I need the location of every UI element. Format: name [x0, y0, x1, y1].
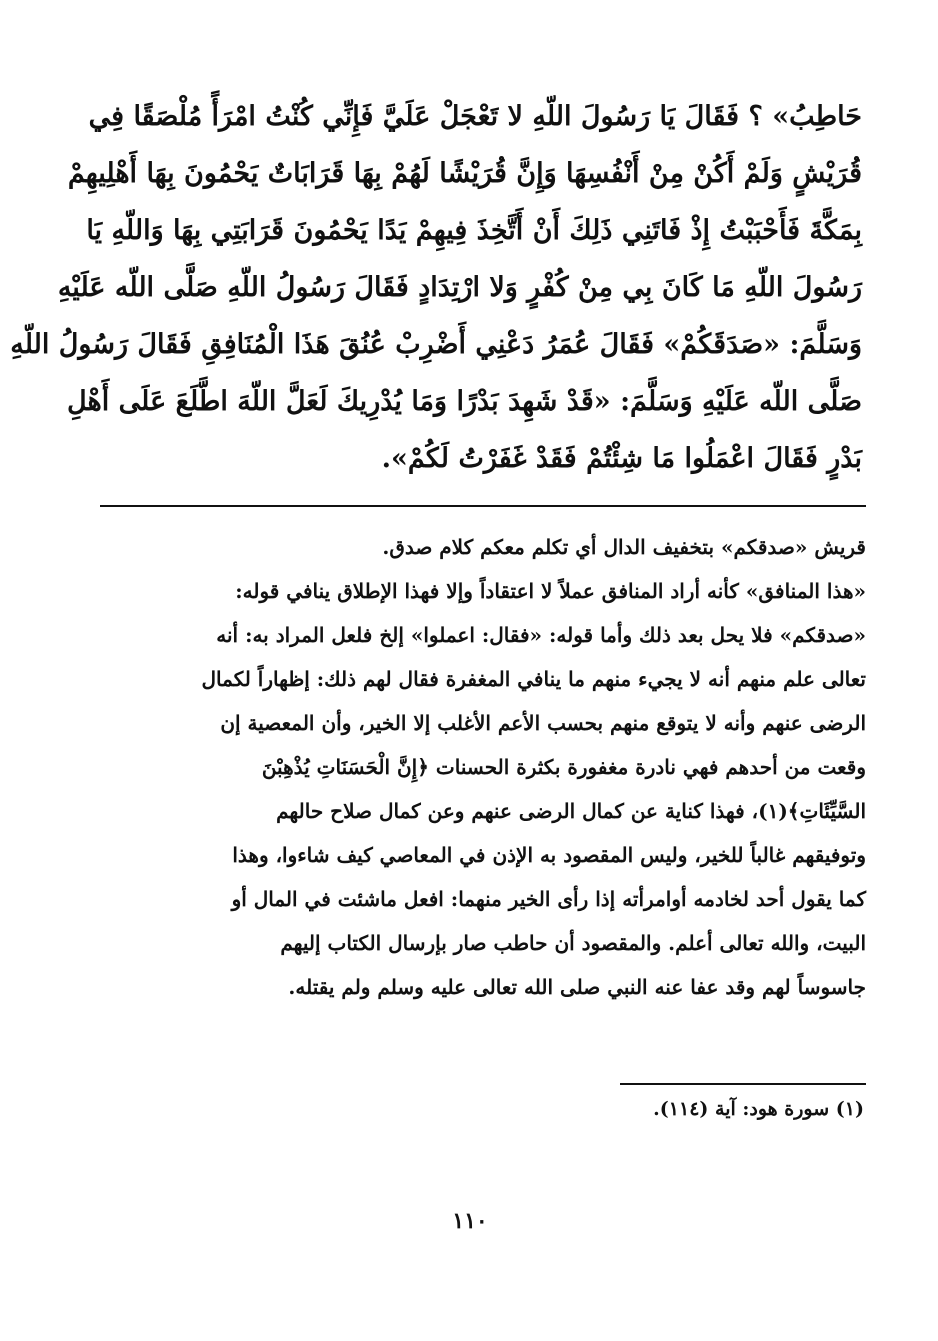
note-line: وتوفيقهم غالباً للخير، وليس المقصود به الإذن في المعاصي كيف شاءوا، وهذا: [232, 843, 866, 867]
main-line: بَدْرٍ فَقَالَ اعْمَلُوا مَا شِئْتُمْ فَقَدْ غَفَرْتُ لَكُمْ».: [381, 443, 862, 474]
page-number: ١١٠: [452, 1208, 488, 1234]
main-line: قُرَيْشٍ وَلَمْ أَكُنْ مِنْ أَنْفُسِهَا وَإِنَّ قُرَيْشًا لَهُمْ بِهَا قَرَابَاتٌ يَحْمُونَ بِهَا أَهْلِيهِمْ: [67, 158, 862, 189]
main-text: [10, 88, 862, 487]
note-line: كما يقول أحد لخادمه أوامرأته إذا رأى الخير منهما: افعل ماشئت في المال أو: [231, 887, 866, 911]
note-line: جاسوساً لهم وقد عفا عنه النبي صلى الله تعالى عليه وسلم ولم يقتله.: [288, 975, 866, 999]
footnote-divider: [620, 1083, 866, 1085]
footnote: (١) سورة هود: آية (١١٤).: [653, 1098, 864, 1120]
commentary-notes: [98, 525, 866, 1009]
note-line: الرضى عنهم وأنه لا يتوقع منهم بحسب الأعم الأغلب إلا الخير، وأن المعصية إن: [220, 711, 866, 735]
note-line: البيت، والله تعالى أعلم. والمقصود أن حاطب صار بإرسال الكتاب إليهم: [280, 931, 866, 955]
main-line: رَسُولَ اللّهِ مَا كَانَ بِي مِنْ كُفْرٍ وَلا ارْتِدَادٍ فَقَالَ رَسُولُ اللّهِ صَلَّى اللّه عَلَيْهِ: [57, 272, 862, 303]
note-line: قريش «صدقكم» بتخفيف الدال أي تكلم معكم كلام صدق.: [382, 535, 866, 559]
notes-divider: [100, 505, 866, 507]
main-line: وَسَلَّمَ: «صَدَقَكُمْ» فَقَالَ عُمَرُ دَعْنِي أَضْرِبْ عُنُقَ هَذَا الْمُنَافِقِ فَقَالَ رَسُولُ اللّهِ: [10, 329, 862, 360]
note-line: «صدقكم» فلا يحل بعد ذلك وأما قوله: «فقال: اعملوا» إلخ فلعل المراد به: أنه: [216, 623, 866, 647]
note-line: السَّيِّئَاتِ﴾(١)، فهذا كناية عن كمال الرضى عنهم وعن كمال صلاح حالهم: [276, 799, 866, 823]
note-line: وقعت من أحدهم فهي نادرة مغفورة بكثرة الحسنات ﴿إِنَّ الْحَسَنَاتِ يُذْهِبْنَ: [261, 755, 866, 779]
note-line: تعالى علم منهم أنه لا يجيء منهم ما ينافي المغفرة فقال لهم ذلك: إظهاراً لكمال: [201, 667, 866, 691]
main-line: صَلَّى اللّه عَلَيْهِ وَسَلَّمَ: «قَدْ شَهِدَ بَدْرًا وَمَا يُدْرِيكَ لَعَلَّ اللّهَ اطَّلَعَ عَلَى أَهْلِ: [67, 386, 862, 417]
main-line: بِمَكَّةَ فَأَحْبَبْتُ إِذْ فَاتَنِي ذَلِكَ أَنْ أَتَّخِذَ فِيهِمْ يَدًا يَحْمُونَ قَرَابَتِي بِهَا وَاللّهِ يَا: [86, 215, 862, 246]
main-line: حَاطِبُ» ؟ فَقَالَ يَا رَسُولَ اللّهِ لا تَعْجَلْ عَلَيَّ فَإِنِّي كُنْتُ امْرَأً مُلْصَقًا فِي: [88, 101, 862, 132]
note-line: «هذا المنافق» كأنه أراد المنافق عملاً لا اعتقاداً وإلا فهذا الإطلاق ينافي قوله:: [235, 579, 866, 603]
